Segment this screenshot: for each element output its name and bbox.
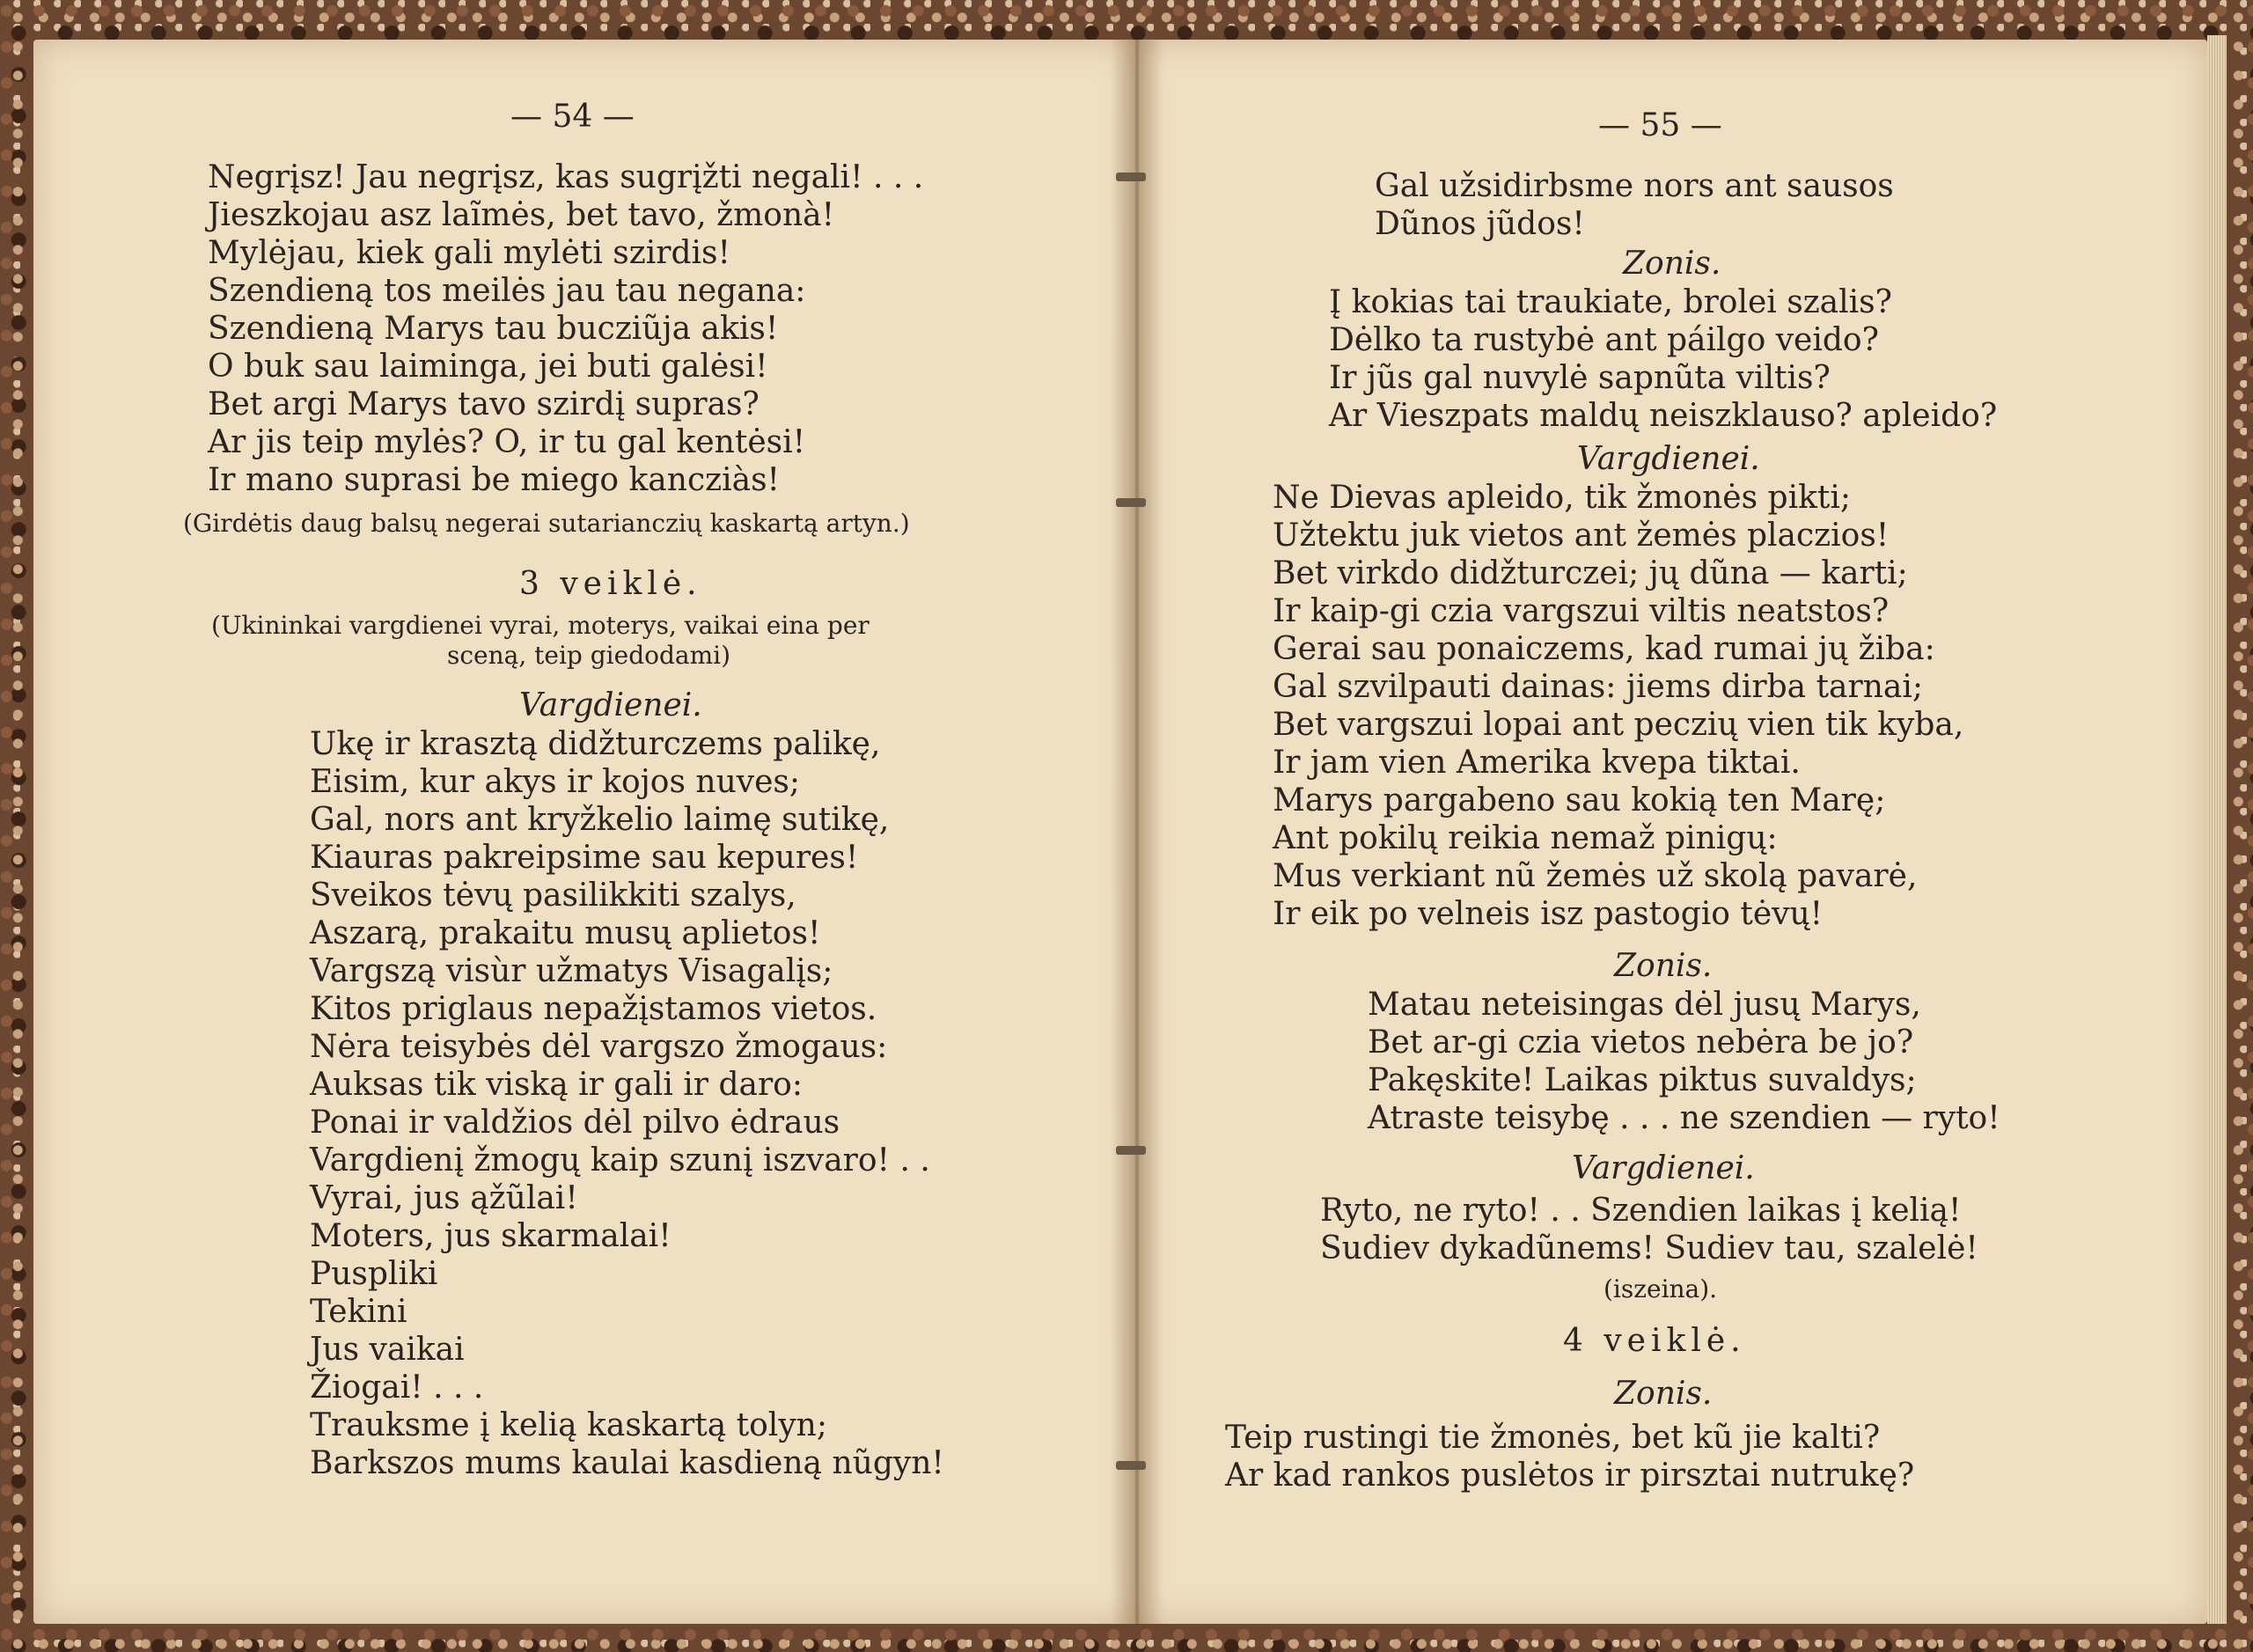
verse-line: Vargdienį žmogų kaip szunį iszvaro! . . bbox=[310, 1142, 930, 1178]
verse-line: Teip rustingi tie žmonės, bet kũ jie kalti? bbox=[1225, 1420, 1881, 1456]
verse-line: Užtektu juk vietos ant žemės placzios! bbox=[1273, 518, 1890, 554]
verse-line: Matau neteisingas dėl jusų Marys, bbox=[1368, 987, 1921, 1023]
verse-line: Negrįsz! Jau negrįsz, kas sugrįžti negali! . . . bbox=[208, 159, 924, 195]
verse-block bbox=[1273, 479, 1963, 933]
verse-line: Gerai sau ponaiczems, kad rumai jų žiba: bbox=[1273, 631, 1935, 667]
verse-line: Sudiev dykadũnems! Sudiev tau, szalelė! bbox=[1320, 1230, 1978, 1267]
verse-line: Žiogai! . . . bbox=[310, 1369, 484, 1406]
verse-block bbox=[208, 158, 923, 499]
verse-line: Tekini bbox=[310, 1294, 407, 1330]
page-number-left: — 54 — bbox=[510, 99, 635, 135]
verse-block bbox=[1320, 1192, 1978, 1267]
verse-line: Pakęskite! Laikas piktus suvaldys; bbox=[1368, 1062, 1917, 1098]
binding-stitch bbox=[1116, 173, 1146, 181]
stage-direction: sceną, teip giedodami) bbox=[447, 641, 731, 670]
verse-block bbox=[1329, 283, 1997, 435]
page-number-right: — 55 — bbox=[1598, 107, 1722, 143]
verse-line: Gal užsidirbsme nors ant sausos bbox=[1375, 168, 1894, 204]
speaker-name: Vargdienei. bbox=[519, 687, 702, 723]
verse-line: Bet argi Marys tavo szirdį supras? bbox=[208, 386, 760, 422]
verse-line: Sveikos tėvų pasilikkiti szalys, bbox=[310, 877, 796, 914]
speaker-name: Zonis. bbox=[1614, 1376, 1713, 1412]
verse-line: Ir eik po velneis isz pastogio tėvų! bbox=[1273, 896, 1824, 932]
stage-direction: (Girdėtis daug balsų negerai sutarianczių kaskartą artyn.) bbox=[183, 509, 910, 538]
verse-line: Szendieną tos meilės jau tau negana: bbox=[208, 273, 806, 309]
verse-block bbox=[1225, 1419, 1914, 1494]
verse-line: Ar kad rankos puslėtos ir pirsztai nutrukę? bbox=[1225, 1457, 1915, 1494]
verse-line: Ne Dievas apleido, tik žmonės pikti; bbox=[1273, 480, 1851, 516]
verse-line: Bet vargszui lopai ant peczių vien tik kyba, bbox=[1273, 707, 1964, 743]
verse-line: Marys pargabeno sau kokią ten Marę; bbox=[1273, 782, 1886, 819]
verse-line: Kiauras pakreipsime sau kepures! bbox=[310, 840, 859, 876]
speaker-name: Zonis. bbox=[1614, 948, 1713, 984]
verse-line: Jus vaikai bbox=[310, 1332, 465, 1368]
verse-line: Ant pokilų reikia nemaž pinigų: bbox=[1273, 820, 1778, 856]
verse-line: Ir jam vien Amerika kvepa tiktai. bbox=[1273, 745, 1801, 781]
verse-block bbox=[1368, 986, 2000, 1137]
verse-line: Ponai ir valdžios dėl pilvo ėdraus bbox=[310, 1105, 840, 1141]
verse-block bbox=[1375, 167, 1894, 243]
verse-line: Ir jũs gal nuvylė sapnũta viltis? bbox=[1329, 360, 1831, 396]
verse-line: Dũnos jũdos! bbox=[1375, 206, 1585, 242]
verse-line: Vargszą visùr užmatys Visagalįs; bbox=[310, 953, 833, 989]
verse-line: Bet virkdo didžturczei; jų dũna — karti; bbox=[1273, 555, 1908, 591]
verse-line: Jieszkojau asz laĩmės, bet tavo, žmonà! bbox=[208, 197, 835, 233]
verse-line: Gal, nors ant kryžkelio laimę sutikę, bbox=[310, 802, 890, 838]
verse-line: Auksas tik viską ir gali ir daro: bbox=[310, 1067, 803, 1103]
binding-stitch bbox=[1116, 498, 1146, 507]
verse-line: Nėra teisybės dėl vargszo žmogaus: bbox=[310, 1029, 888, 1065]
verse-line: Gal szvilpauti dainas: jiems dirba tarnai; bbox=[1273, 669, 1924, 705]
verse-line: Kitos priglaus nepažįstamos vietos. bbox=[310, 991, 877, 1027]
verse-line: O buk sau laiminga, jei buti galėsi! bbox=[208, 349, 768, 385]
speaker-name: Vargdienei. bbox=[1577, 441, 1760, 477]
verse-line: Eisim, kur akys ir kojos nuves; bbox=[310, 764, 801, 800]
stage-direction: (Ukininkai vargdienei vyrai, moterys, vaikai eina per bbox=[211, 611, 870, 640]
stage-direction: (iszeina). bbox=[1604, 1274, 1718, 1303]
binding-stitch bbox=[1116, 1461, 1146, 1470]
verse-line: Ir kaip-gi czia vargszui viltis neatstos? bbox=[1273, 593, 1890, 629]
verse-line: Szendieną Marys tau bucziũja akis! bbox=[208, 311, 779, 347]
binding-stitch bbox=[1116, 1146, 1146, 1155]
verse-line: Moters, jus skarmalai! bbox=[310, 1218, 671, 1254]
verse-line: Atraste teisybę . . . ne szendien — ryto! bbox=[1368, 1100, 2000, 1136]
verse-line: Aszarą, prakaitu musų aplietos! bbox=[310, 915, 821, 951]
verse-line: Ar jis teip mylės? O, ir tu gal kentėsi! bbox=[208, 424, 806, 460]
verse-line: Ryto, ne ryto! . . Szendien laikas į kelią! bbox=[1320, 1193, 1962, 1229]
verse-block bbox=[310, 725, 944, 1482]
book-gutter bbox=[1111, 40, 1163, 1624]
verse-line: Į kokias tai traukiate, brolei szalis? bbox=[1329, 284, 1892, 320]
speaker-name: Vargdienei. bbox=[1572, 1150, 1755, 1186]
verse-line: Trauksme į kelią kaskartą tolyn; bbox=[310, 1407, 827, 1443]
verse-line: Puspliki bbox=[310, 1256, 438, 1292]
verse-line: Dėlko ta rustybė ant páilgo veido? bbox=[1329, 322, 1879, 358]
verse-line: Vyrai, jus ąžũlai! bbox=[310, 1180, 578, 1216]
verse-line: Ukę ir krasztą didžturczems palikę, bbox=[310, 726, 881, 762]
verse-line: Bet ar-gi czia vietos nebėra be jo? bbox=[1368, 1024, 1914, 1061]
verse-line: Ir mano suprasi be miego kancziàs! bbox=[208, 462, 781, 498]
verse-line: Mylėjau, kiek gali mylėti szirdis! bbox=[208, 235, 730, 271]
verse-line: Ar Vieszpats maldų neiszklauso? apleido? bbox=[1329, 398, 1998, 434]
verse-line: Barkszos mums kaulai kasdieną nũgyn! bbox=[310, 1445, 944, 1481]
act-heading: 3 veiklė. bbox=[519, 566, 702, 602]
speaker-name: Zonis. bbox=[1623, 246, 1721, 282]
page-edges bbox=[2207, 35, 2227, 1624]
act-heading: 4 veiklė. bbox=[1563, 1323, 1746, 1359]
verse-line: Mus verkiant nũ žemės už skolą pavarė, bbox=[1273, 858, 1918, 894]
